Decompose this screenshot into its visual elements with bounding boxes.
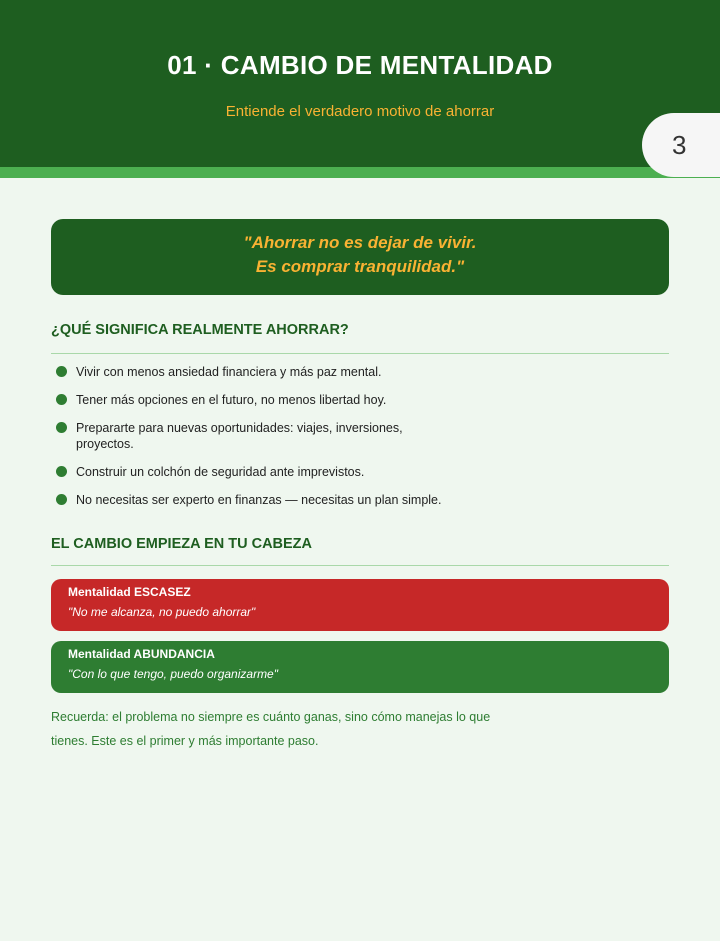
section-title-change: EL CAMBIO EMPIEZA EN TU CABEZA bbox=[51, 536, 313, 552]
header-accent-stripe bbox=[0, 167, 720, 178]
list-item bbox=[56, 364, 476, 380]
bullet-dot-icon bbox=[56, 494, 67, 505]
bullet-dot-icon bbox=[56, 366, 67, 377]
card-quote: "Con lo que tengo, puedo organizarme" bbox=[68, 667, 278, 681]
list-item bbox=[56, 464, 476, 480]
list-item-text: Vivir con menos ansiedad financiera y más paz mental. bbox=[76, 365, 382, 379]
meaning-list bbox=[56, 364, 476, 520]
page-title: 01 · CAMBIO DE MENTALIDAD bbox=[167, 50, 553, 80]
card-title: Mentalidad ABUNDANCIA bbox=[68, 647, 215, 661]
page-number: 3 bbox=[672, 130, 687, 160]
page-number-tab bbox=[642, 113, 720, 177]
card-title: Mentalidad ESCASEZ bbox=[68, 585, 191, 599]
page-subtitle: Entiende el verdadero motivo de ahorrar bbox=[225, 103, 495, 120]
list-item-text: Construir un colchón de seguridad ante imprevistos. bbox=[76, 465, 365, 479]
list-item-text: No necesitas ser experto en finanzas — necesitas un plan simple. bbox=[76, 493, 442, 507]
bullet-dot-icon bbox=[56, 466, 67, 477]
bullet-dot-icon bbox=[56, 394, 67, 405]
section-title-meaning: ¿QUÉ SIGNIFICA REALMENTE AHORRAR? bbox=[51, 322, 349, 338]
list-item-text: Prepararte para nuevas oportunidades: viajes, inversiones, proyectos. bbox=[76, 421, 403, 451]
reminder-note: Recuerda: el problema no siempre es cuánto ganas, sino cómo manejas lo que tienes. Este es el primer y más importante paso. bbox=[51, 710, 491, 748]
card-quote: "No me alcanza, no puedo ahorrar" bbox=[68, 605, 256, 619]
page-header bbox=[0, 0, 720, 167]
list-item bbox=[56, 392, 476, 408]
list-item bbox=[56, 492, 476, 508]
abundance-mindset-card bbox=[51, 641, 669, 693]
quote-box bbox=[51, 219, 669, 295]
section-divider bbox=[51, 565, 669, 566]
scarcity-mindset-card bbox=[51, 579, 669, 631]
quote-line-2: Es comprar tranquilidad." bbox=[255, 257, 465, 276]
bullet-dot-icon bbox=[56, 422, 67, 433]
list-item-text: Tener más opciones en el futuro, no menos libertad hoy. bbox=[76, 393, 387, 407]
quote-line-1: "Ahorrar no es dejar de vivir. bbox=[243, 233, 477, 252]
list-item bbox=[56, 420, 406, 452]
section-divider bbox=[51, 353, 669, 354]
